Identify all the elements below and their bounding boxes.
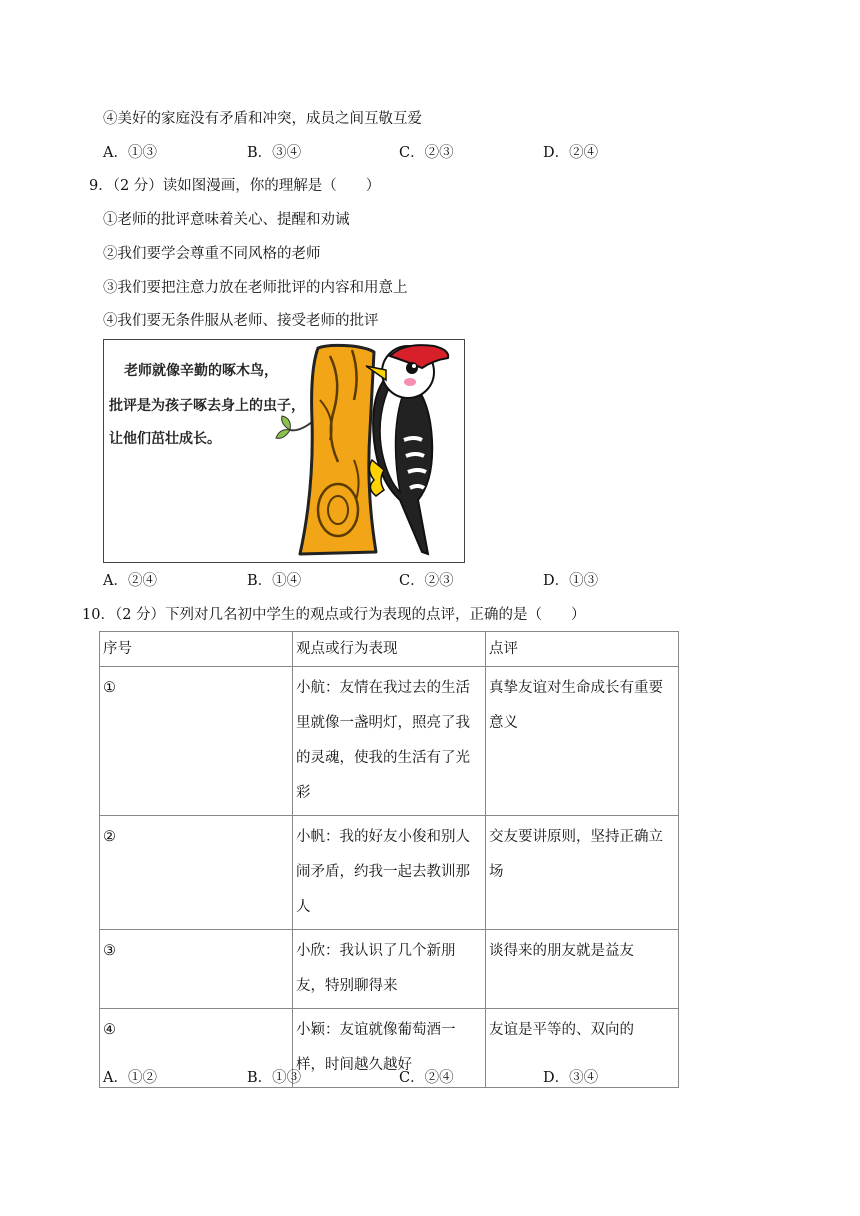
q9-option-b[interactable]: B．①④ [247,573,302,589]
cartoon-caption-line-1: 老师就像辛勤的啄木鸟， [124,363,278,379]
q9-item-4: ④我们要无条件服从老师、接受老师的批评 [103,313,379,329]
row-comment: 友谊是平等的、双向的 [486,1009,679,1088]
q9-option-c[interactable]: C．②③ [399,573,454,589]
q10-stem: 10．（2 分）下列对几名初中学生的观点或行为表现的点评，正确的是（ ） [82,607,586,623]
header-comment: 点评 [486,632,679,667]
q10-option-a[interactable]: A．①② [103,1070,157,1086]
table-row [100,816,679,930]
row-no: ③ [100,930,293,1009]
q10-table [99,631,679,1088]
q9-stem: 9．（2 分）读如图漫画，你的理解是（ ） [89,178,381,194]
q8-item-4: ④美好的家庭没有矛盾和冲突，成员之间互敬互爱 [103,111,422,127]
q8-option-c[interactable]: C．②③ [399,145,454,161]
row-comment: 谈得来的朋友就是益友 [486,930,679,1009]
row-view: 小欣：我认识了几个新朋友，特别聊得来 [293,930,486,1009]
q9-option-d[interactable]: D．①③ [543,573,599,589]
row-no: ② [100,816,293,930]
header-view: 观点或行为表现 [293,632,486,667]
header-no: 序号 [100,632,293,667]
row-comment: 交友要讲原则，坚持正确立场 [486,816,679,930]
woodpecker-illustration [104,340,465,563]
row-no: ④ [100,1009,293,1088]
q9-item-3: ③我们要把注意力放在老师批评的内容和用意上 [103,280,408,296]
cartoon-caption-line-2: 批评是为孩子啄去身上的虫子， [109,398,305,414]
q8-option-d[interactable]: D．②④ [543,145,599,161]
row-view: 小帆：我的好友小俊和别人闹矛盾，约我一起去教训那人 [293,816,486,930]
q8-option-a[interactable]: A．①③ [103,145,157,161]
row-view: 小航：友情在我过去的生活里就像一盏明灯，照亮了我的灵魂，使我的生活有了光彩 [293,667,486,816]
q9-item-1: ①老师的批评意味着关心、提醒和劝诫 [103,212,350,228]
cartoon-caption-line-3: 让他们茁壮成长。 [109,431,221,447]
woodpecker-cartoon [103,339,465,563]
row-comment: 真挚友谊对生命成长有重要意义 [486,667,679,816]
row-view: 小颖：友谊就像葡萄酒一样，时间越久越好 [293,1009,486,1088]
table-row [100,930,679,1009]
q10-option-d[interactable]: D．③④ [543,1070,599,1086]
q10-option-b[interactable]: B．①③ [247,1070,302,1086]
table-header-row [100,632,679,667]
q9-option-a[interactable]: A．②④ [103,573,157,589]
q8-option-b[interactable]: B．③④ [247,145,302,161]
row-no: ① [100,667,293,816]
q10-option-c[interactable]: C．②④ [399,1070,454,1086]
q9-item-2: ②我们要学会尊重不同风格的老师 [103,246,321,262]
table-row [100,667,679,816]
